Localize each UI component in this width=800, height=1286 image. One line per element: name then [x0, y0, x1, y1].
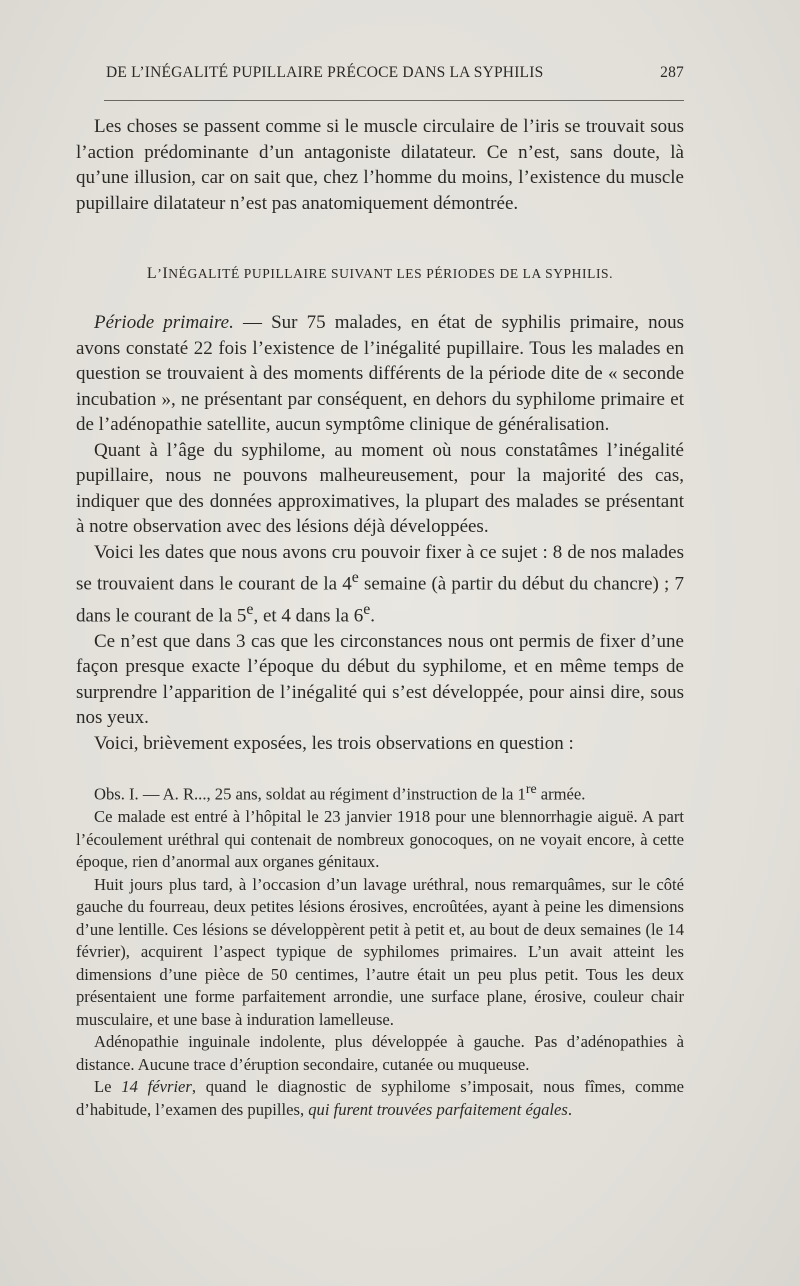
section-title-rest: NÉGALITÉ PUPILLAIRE SUIVANT LES PÉRIODES DE LA SYPHILIS.: [168, 266, 614, 281]
page-body: [76, 114, 684, 1121]
primary-period-text: — Sur 75 malades, en état de syphilis primaire, nous avons constaté 22 fois l’existence de l’inégalité pupillaire. Tous les malades en question se trouvaient à des moments différents de la période dite de « seconde incubation », ne présentant par conséquent, en dehors du syphilome primaire et de l’adénopathie satellite, aucun symptôme clinique de généralisation.: [76, 312, 684, 435]
dates-sup-1: e: [351, 569, 359, 586]
age-paragraph: Quant à l’âge du syphilome, au moment où nous constatâmes l’inégalité pupillaire, nous ne pouvons malheureusement, pour la majorité des cas, indiquer que des données approximatives, la plupart des malades se présentant à notre observation avec des lésions déjà développées.: [76, 439, 684, 537]
section-title-initial: L: [146, 265, 158, 282]
observation-heading-b: armée.: [536, 784, 586, 804]
observation-heading: [76, 778, 684, 806]
observation-adenopathy: Adénopathie inguinale indolente, plus développée à gauche. Pas d’adénopathies à distance. Aucune trace d’éruption secondaire, cutanée ou muqueuse.: [76, 1032, 684, 1074]
dates-sup-3: e: [363, 600, 371, 618]
section-title-cap: I: [162, 265, 169, 282]
page-number: 287: [660, 64, 684, 81]
dates-paragraph: [76, 540, 684, 629]
observation-pupils-b: , quand le diagnostic de syphilome s’imposait, nous fîmes, comme d’habitude, l’examen des pupilles,: [76, 1077, 684, 1119]
observation-heading-sup: re: [525, 781, 537, 797]
observation-pupils-c: .: [567, 1099, 573, 1119]
three-cases-paragraph: Ce n’est que dans 3 cas que les circonstances nous ont permis de fixer d’une façon presque exacte l’époque du début du syphilome, et en même temps de surprendre l’apparition de l’inégalité qui s’est développée, pour ainsi dire, sous nos yeux.: [76, 630, 684, 729]
intro-paragraph: Les choses se passent comme si le muscle circulaire de l’iris se trouvait sous l’action prédominante d’un antagoniste dilatateur. Ce n’est, sans doute, là qu’une illusion, car on sait que, chez l’homme du moins, l’existence du muscle pupillaire dilatateur n’est pas anatomiquement démontrée.: [76, 116, 684, 214]
observations-intro: Voici, brièvement exposées, les trois observations en question :: [94, 732, 574, 754]
dates-text-c: , et 4 dans la 6: [253, 605, 364, 627]
primary-period-heading: Période primaire.: [94, 312, 234, 333]
observation-heading-a: Obs. I. — A. R..., 25 ans, soldat au régiment d’instruction de la 1: [94, 784, 526, 804]
dates-text-a: Voici les dates que nous avons cru pouvoir fixer à ce sujet : 8 de nos malades se trouvaient dans le courant de la 4: [76, 541, 684, 595]
observation-lesions: Huit jours plus tard, à l’occasion d’un lavage uréthral, nous remarquâmes, sur le côté gauche du fourreau, deux petites lésions érosives, encroûtées, ayant à peine les dimensions d’une lentille. Ces lésions se développèrent petit à petit et, au bout de deux semaines (le 14 février), acquirent l’aspect typique de syphilomes primaires. L’un avait atteint les dimensions d’une pièce de 50 centimes, l’autre était un peu plus petit. Tous les deux présentaient une forme parfaitement arrondie, une surface plane, érosive, couleur chair musculaire, et une base à induration lamelleuse.: [76, 874, 684, 1029]
running-header: [76, 64, 684, 88]
observation-pupils-italic: qui furent trouvées parfaitement égales: [308, 1099, 568, 1119]
dates-sup-2: e: [246, 600, 254, 618]
section-title: [76, 264, 684, 284]
dates-text-b: semaine (à partir du début du chancre) ; 7 dans le courant de la 5: [76, 573, 684, 627]
observation-pupils-a: Le: [94, 1077, 122, 1097]
observation-pupils-date: 14 février: [121, 1077, 192, 1097]
section-title-apostrophe: ’: [157, 266, 163, 281]
running-title: DE L’INÉGALITÉ PUPILLAIRE PRÉCOCE DANS LA SYPHILIS: [106, 64, 544, 81]
observation-admission: Ce malade est entré à l’hôpital le 23 janvier 1918 pour une blennorrhagie aiguë. A part l’écoulement uréthral qui contenait de nombreux gonocoques, on ne voyait encore, à cette époque, rien d’anormal aux organes génitaux.: [76, 807, 684, 872]
dates-text-d: .: [370, 605, 375, 627]
observation-pupils: [76, 1076, 684, 1121]
header-rule: [104, 100, 684, 101]
primary-period-paragraph: [76, 310, 684, 438]
